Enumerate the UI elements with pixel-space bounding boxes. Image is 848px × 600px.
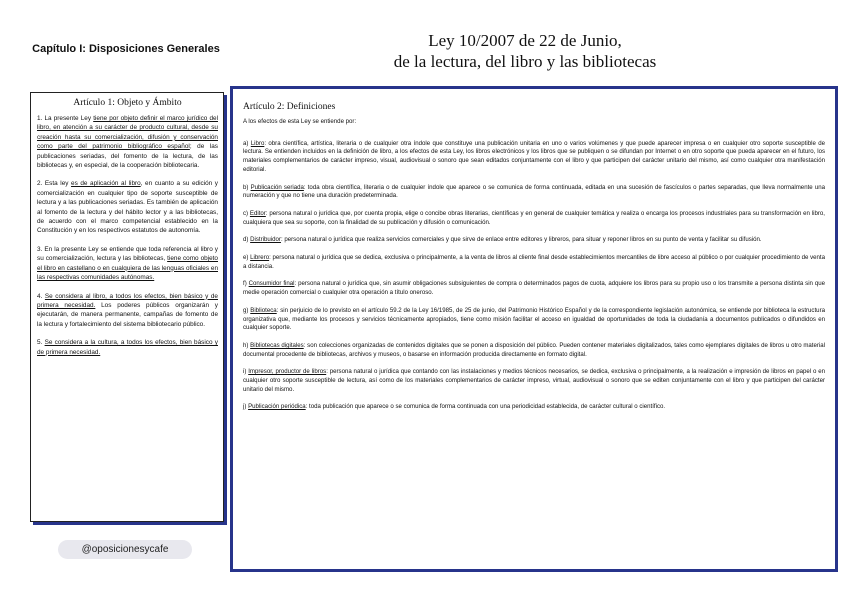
underlined-phrase: Se considera al libro, a todos los efectos, bien básico y de primera necesidad.	[37, 292, 218, 309]
defined-term: Impresor, productor de libros	[248, 368, 327, 376]
definition-bibliotecas-digitales: h) Bibliotecas digitales: son colecciones organizadas de contenidos digitales que se ponen a disposición del público. Pueden contener materiales digitalizados, tales como ejemplares digitales de libros u otro material documental procedente de bibliotecas, archivos y museos, o basarse en información producida directamente en formato digital.	[243, 341, 825, 358]
defined-term: Librero	[250, 254, 270, 262]
defined-term: Bibliotecas digitales	[250, 341, 304, 349]
defined-term: Libro	[250, 139, 265, 147]
definition-libro: a) Libro: obra científica, artística, literaria o de cualquier otra índole que constituye una publicación unitaria en uno o varios volúmenes y que puede aparecer impresa o en cualquier otro soporte susceptible de lectura. Se entienden incluidos en la definición de libro, a los efectos de esta Ley, los libros electrónicos y los libros que se publiquen o se difundan por Internet o en otro soporte que pueda aparecer en el futuro, los materiales complementarios de carácter impreso, visual, audiovisual o sonoro que sean editados conjuntamente con el libro y que participen del carácter unitario del mismo, así como cualquier otra manifestación editorial.	[243, 139, 825, 173]
definition-librero: e) Librero: persona natural o jurídica que se dedica, exclusiva o principalmente, a la venta de libros al cliente final desde establecimientos mercantiles de libre acceso al público o por cualquier procedimiento de venta a distancia.	[243, 254, 825, 270]
definition-distribuidor: d) Distribuidor: persona natural o jurídica que realiza servicios comerciales y que sirve de enlace entre editores y libreros, para situar y reponer libros en su punto de venta y facilitar su difusión.	[243, 236, 762, 244]
defined-term: Biblioteca	[250, 306, 277, 314]
defined-term: Editor	[249, 209, 266, 217]
underlined-phrase: tiene por objeto definir el marco jurídico del libro, en atención a su carácter de producto cultural, desde su creación hasta su comercialización, difusión y conservación como parte del patrimonio bibliográfico español	[37, 115, 218, 151]
underlined-phrase: es de aplicación al libro	[71, 180, 141, 188]
article-1-paragraph-3: 3. En la presente Ley se entiende que toda referencia al libro y su comercialización, lectura y las bibliotecas, tiene como objeto el libro en castellano o en cualquiera de las lenguas oficiales en las respectivas comunidades autónomas.	[37, 245, 218, 282]
definition-publicacion-seriada: b) Publicación seriada: toda obra científica, literaria o de cualquier índole que aparece o se comunica de forma continuada, editada en una sucesión de fascículos o partes separadas, que lleva normalmente una numeración y que no tiene una duración predeterminada.	[243, 183, 825, 200]
author-handle: @oposicionesycafe	[58, 540, 192, 559]
defined-term: Publicación seriada	[250, 183, 304, 191]
article-1-paragraph-2: 2. Esta ley es de aplicación al libro, en cuanto a su edición y comercialización en cualquier tipo de soporte susceptible de lectura y a las publicaciones seriadas. Es también de aplicación al fomento de la lectura y del hábito lector y a las bibliotecas, de acuerdo con el marco competencial establecido en la Constitución y en los respectivos estatutos de autonomía.	[37, 180, 218, 235]
definition-consumidor-final: f) Consumidor final: persona natural o jurídica que, sin asumir obligaciones subsiguientes de compra o determinados pagos de cuota, adquiere los libros para su propio uso o los transmite a persona distinta sin que medie operación comercial o cualquier otra operación a título oneroso.	[243, 280, 825, 297]
chapter-title: Capítulo I: Disposiciones Generales	[32, 43, 220, 55]
defined-term: Consumidor final	[248, 280, 295, 288]
definition-publicacion-periodica: j) Publicación periódica: toda publicación que aparece o se comunica de forma continuada con una periodicidad establecida, de carácter cultural o científico.	[243, 403, 666, 411]
article-1-box	[30, 92, 224, 522]
document-title	[360, 30, 690, 72]
defined-term: Distribuidor	[250, 236, 281, 244]
article-2-heading: Artículo 2: Definiciones	[243, 102, 336, 112]
definition-impresor: i) Impresor, productor de libros: persona natural o jurídica que contando con las instalaciones y medios técnicos necesarios, se dedica, exclusiva o principalmente, a la realización e impresión de libros en papel o en cualquier otro soporte susceptible de lectura, así como de los materiales complementarios de carácter impreso, virtual, audiovisual o sonoro que se editen conjuntamente con el libro y que participen del carácter unitario del mismo.	[243, 368, 825, 393]
article-2-box	[230, 86, 838, 572]
article-1-paragraph-1: 1. La presente Ley tiene por objeto definir el marco jurídico del libro, en atención a su carácter de producto cultural, desde su creación hasta su comercialización, difusión y conservación como parte del patrimonio bibliográfico español; de las publicaciones seriadas, del fomento de la lectura, de las bibliotecas y, en especial, de la cooperación bibliotecaria.	[37, 115, 218, 170]
document-title-line-2: de la lectura, del libro y las bibliotecas	[393, 52, 657, 71]
article-2-intro: A los efectos de esta Ley se entiende por:	[243, 118, 357, 125]
definition-biblioteca: g) Biblioteca: sin perjuicio de lo previsto en el artículo 59.2 de la Ley 16/1985, de 25 de junio, del Patrimonio Histórico Español y de la correspondiente legislación autonómica, se entiende por biblioteca la estructura organizativa que, mediante los procesos y servicios técnicamente apropiados, tiene como misión facilitar el acceso en igualdad de oportunidades de toda la ciudadanía a documentos publicados o difundidos en cualquier soporte.	[243, 306, 825, 332]
underlined-phrase: Se considera a la cultura, a todos los efectos, bien básico y de primera necesidad.	[37, 339, 218, 356]
document-title-line-1: Ley 10/2007 de 22 de Junio,	[428, 31, 622, 50]
definition-editor: c) Editor: persona natural o jurídica que, por cuenta propia, elige o concibe obras literarias, científicas y en general de cualquier temática y realiza o encarga los procesos industriales para su transformación en libro, cualquiera que sea su soporte, con la finalidad de su publicación y difusión o comunicación.	[243, 209, 825, 226]
article-1-heading: Artículo 1: Objeto y Ámbito	[73, 98, 182, 108]
underlined-phrase: tiene como objeto el libro en castellano o en cualquiera de las lenguas oficiales en las respectivas comunidades autónomas.	[37, 255, 218, 282]
article-1-paragraph-4: 4. Se considera al libro, a todos los efectos, bien básico y de primera necesidad. Los poderes públicos organizarán y ejecutarán, de manera permanente, campañas de fomento de la lectura y fortalecimiento del sistema bibliotecario público.	[37, 292, 218, 328]
defined-term: Publicación periódica	[248, 403, 306, 411]
article-1-paragraph-5: 5. Se considera a la cultura, a todos los efectos, bien básico y de primera necesidad.	[37, 339, 218, 356]
